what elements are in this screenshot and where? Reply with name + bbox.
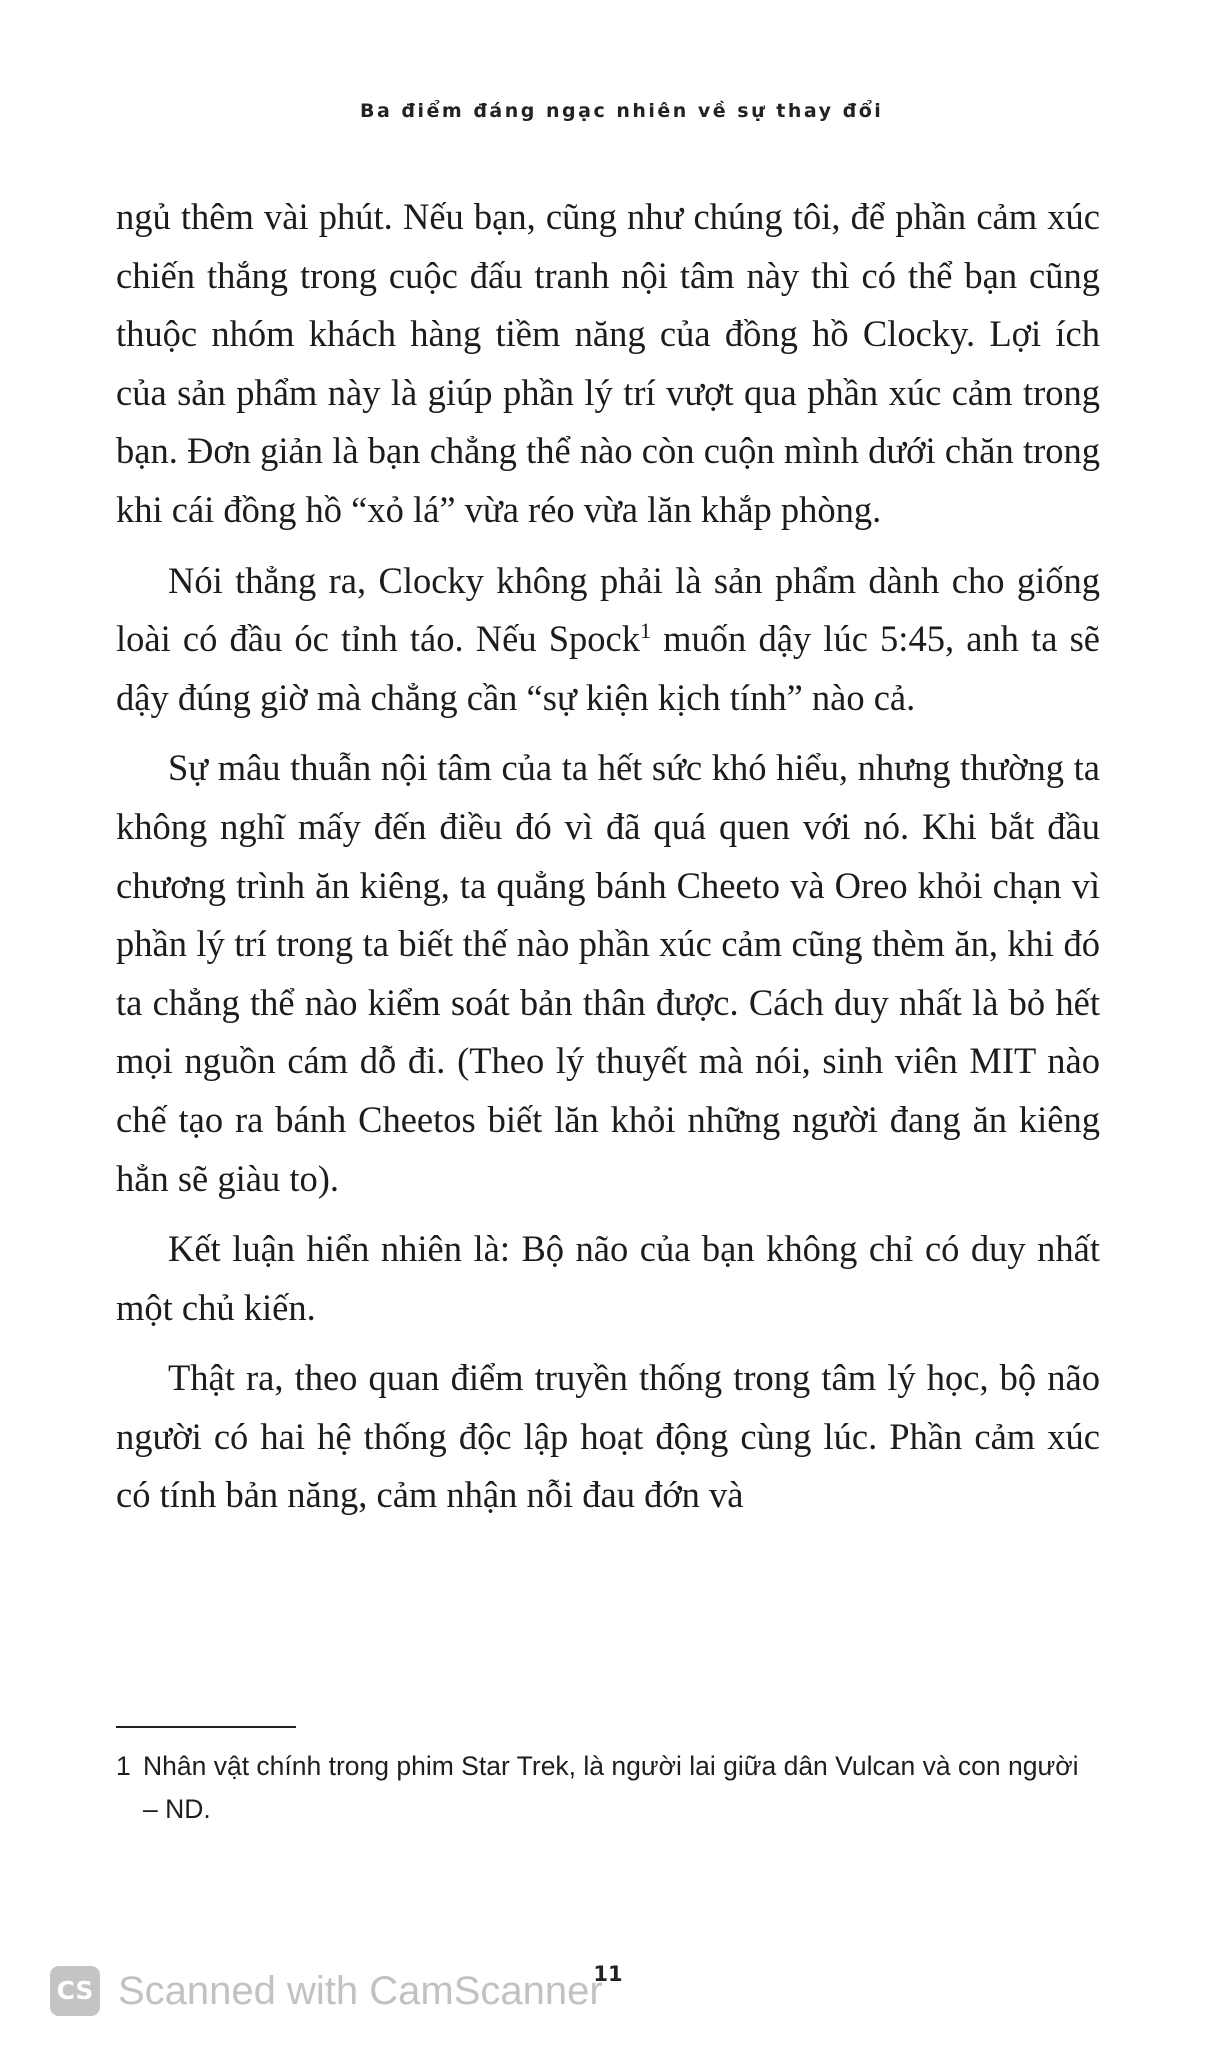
camscanner-logo-icon: CS — [50, 1966, 100, 2016]
scanner-watermark — [50, 1966, 603, 2016]
paragraph-continued: ngủ thêm vài phút. Nếu bạn, cũng như chúng tôi, để phần cảm xúc chiến thắng trong cuộc đấu tranh nội tâm này thì có thể bạn cũng thuộc nhóm khách hàng tiềm năng của đồng hồ Clocky. Lợi ích của sản phẩm này là giúp phần lý trí vượt qua phần xúc cảm trong bạn. Đơn giản là bạn chẳng thể nào còn cuộn mình dưới chăn trong khi cái đồng hồ “xỏ lá” vừa réo vừa lăn khắp phòng. — [116, 196, 1100, 530]
paragraph-conclusion: Kết luận hiển nhiên là: Bộ não của bạn không chỉ có duy nhất một chủ kiến. — [116, 1228, 1100, 1328]
running-head: Ba điểm đáng ngạc nhiên về sự thay đổi — [360, 100, 884, 122]
paragraph-psychology: Thật ra, theo quan điểm truyền thống trong tâm lý học, bộ não người có hai hệ thống độc lập hoạt động cùng lúc. Phần cảm xúc có tính bản năng, cảm nhận nỗi đau đớn và — [116, 1357, 1100, 1516]
footnote-text: Nhân vật chính trong phim Star Trek, là người lai giữa dân Vulcan và con người – ND. — [143, 1751, 1079, 1824]
footnote-divider — [116, 1726, 296, 1728]
body-text — [116, 188, 1100, 1537]
footnote — [116, 1745, 1100, 1831]
paragraph-clocky — [116, 552, 1100, 728]
footnote-number: 1 — [116, 1751, 131, 1781]
scanner-watermark-text: Scanned with CamScanner — [118, 1968, 603, 2013]
paragraph-conflict: Sự mâu thuẫn nội tâm của ta hết sức khó hiểu, nhưng thường ta không nghĩ mấy đến điều đó vì đã quá quen với nó. Khi bắt đầu chương trình ăn kiêng, ta quẳng bánh Cheeto và Oreo khỏi chạn vì phần lý trí trong ta biết thế nào phần xúc cảm cũng thèm ăn, khi đó ta chẳng thể nào kiểm soát bản thân được. Cách duy nhất là bỏ hết mọi nguồn cám dỗ đi. (Theo lý thuyết mà nói, sinh viên MIT nào chế tạo ra bánh Cheetos biết lăn khỏi những người đang ăn kiêng hẳn sẽ giàu to). — [116, 747, 1100, 1199]
paragraph-clocky-rest: muốn dậy lúc 5:45, anh ta sẽ dậy đúng giờ mà chẳng cần “sự kiện kịch tính” nào cả. — [116, 618, 1100, 718]
footnote-reference: 1 — [640, 618, 651, 643]
paragraph-clocky-text: Nói thẳng ra, Clocky không phải là sản phẩm dành cho giống loài có đầu óc tỉnh táo. Nếu Spock — [116, 559, 1100, 660]
page-number: 11 — [593, 1962, 623, 1986]
